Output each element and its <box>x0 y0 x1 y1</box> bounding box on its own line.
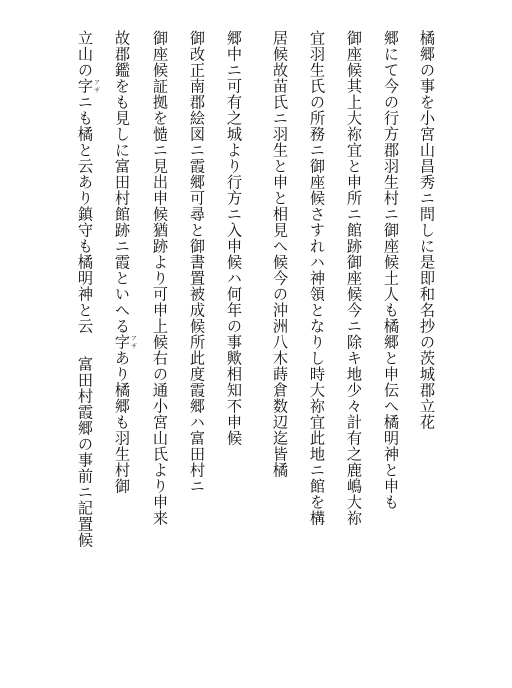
text-column-5: 居候故苗氏ニ羽生と申と相見へ候今の沖洲八木蒔倉数辺迄皆橘 <box>271 30 289 478</box>
ruby-reading: アザ <box>92 78 100 94</box>
text-column-1: 橘郷の事を小宮山昌秀ニ問しに是即和名抄の茨城郡立花 <box>418 30 436 430</box>
column-10-text-after: ニも橘と云あり鎮守も橘明神と云 <box>76 94 94 334</box>
text-column-2: 郷にて今の行方郡羽生村ニ御座候土人も橘郷と申伝へ橘明神と申も <box>382 30 400 510</box>
text-column-4: 宜羽生氏の所務ニ御座候さすれハ神領となりし時大祢宜此地ニ館を構 <box>308 30 326 526</box>
text-column-3: 御座候其上大祢宜と申所ニ館跡御座候今ニ除キ地少々計有之鹿嶋大祢 <box>345 30 363 526</box>
ruby-base: 字 <box>76 78 94 94</box>
text-column-7: 御改正南郡絵図ニ霞郷可尋と御書置被成候所此度霞郷ハ富田村ニ <box>188 30 206 494</box>
column-10-text-before: 立山の <box>76 30 94 78</box>
text-column-9 <box>110 30 136 494</box>
column-9-text-before: 故郡鑑をも見しに富田村館跡ニ霞といへる <box>113 30 131 334</box>
text-column-8: 御座候証拠を慥ニ見出申候猶跡より可申上候右の通小宮山氏より申来 <box>151 30 169 526</box>
ruby-base: 字 <box>113 334 131 350</box>
text-column-10 <box>73 30 99 548</box>
annotation-note: 富田村霞郷の事前ニ記置候 <box>76 356 94 548</box>
ruby-aza <box>113 334 137 350</box>
spacer <box>85 334 86 356</box>
ruby-aza <box>76 78 100 94</box>
ruby-reading: アザ <box>129 334 137 350</box>
column-9-text-after: あり橘郷も羽生村御 <box>113 350 131 494</box>
text-column-6: 郷中ニ可有之城より行方ニ入申候ハ何年の事歟相知不申候 <box>225 30 243 446</box>
